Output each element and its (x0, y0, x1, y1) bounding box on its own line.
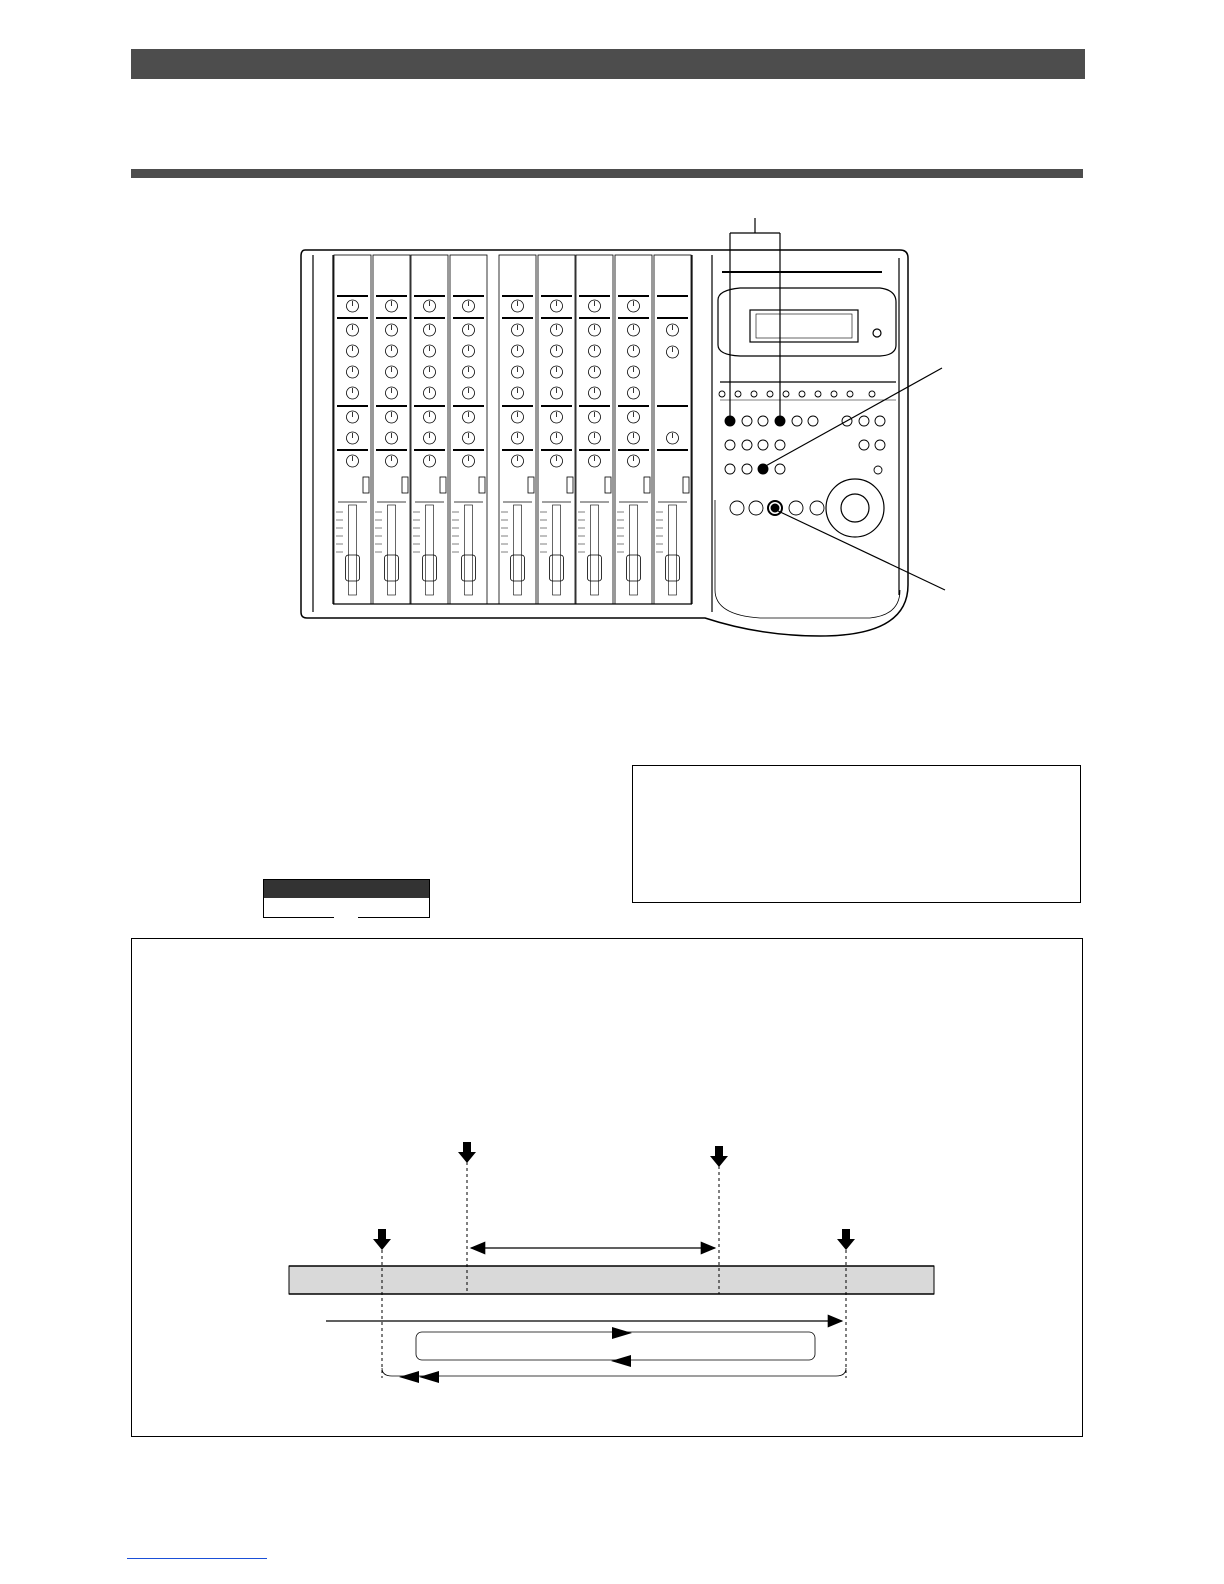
mixer-console-illustration (0, 0, 1224, 700)
display-sample-gap (334, 916, 358, 918)
display-sample-header (264, 880, 429, 898)
display-sample-box (263, 879, 430, 918)
footer-link-line (127, 1558, 267, 1559)
note-box (632, 765, 1081, 903)
loop-diagram-box (131, 938, 1083, 1437)
